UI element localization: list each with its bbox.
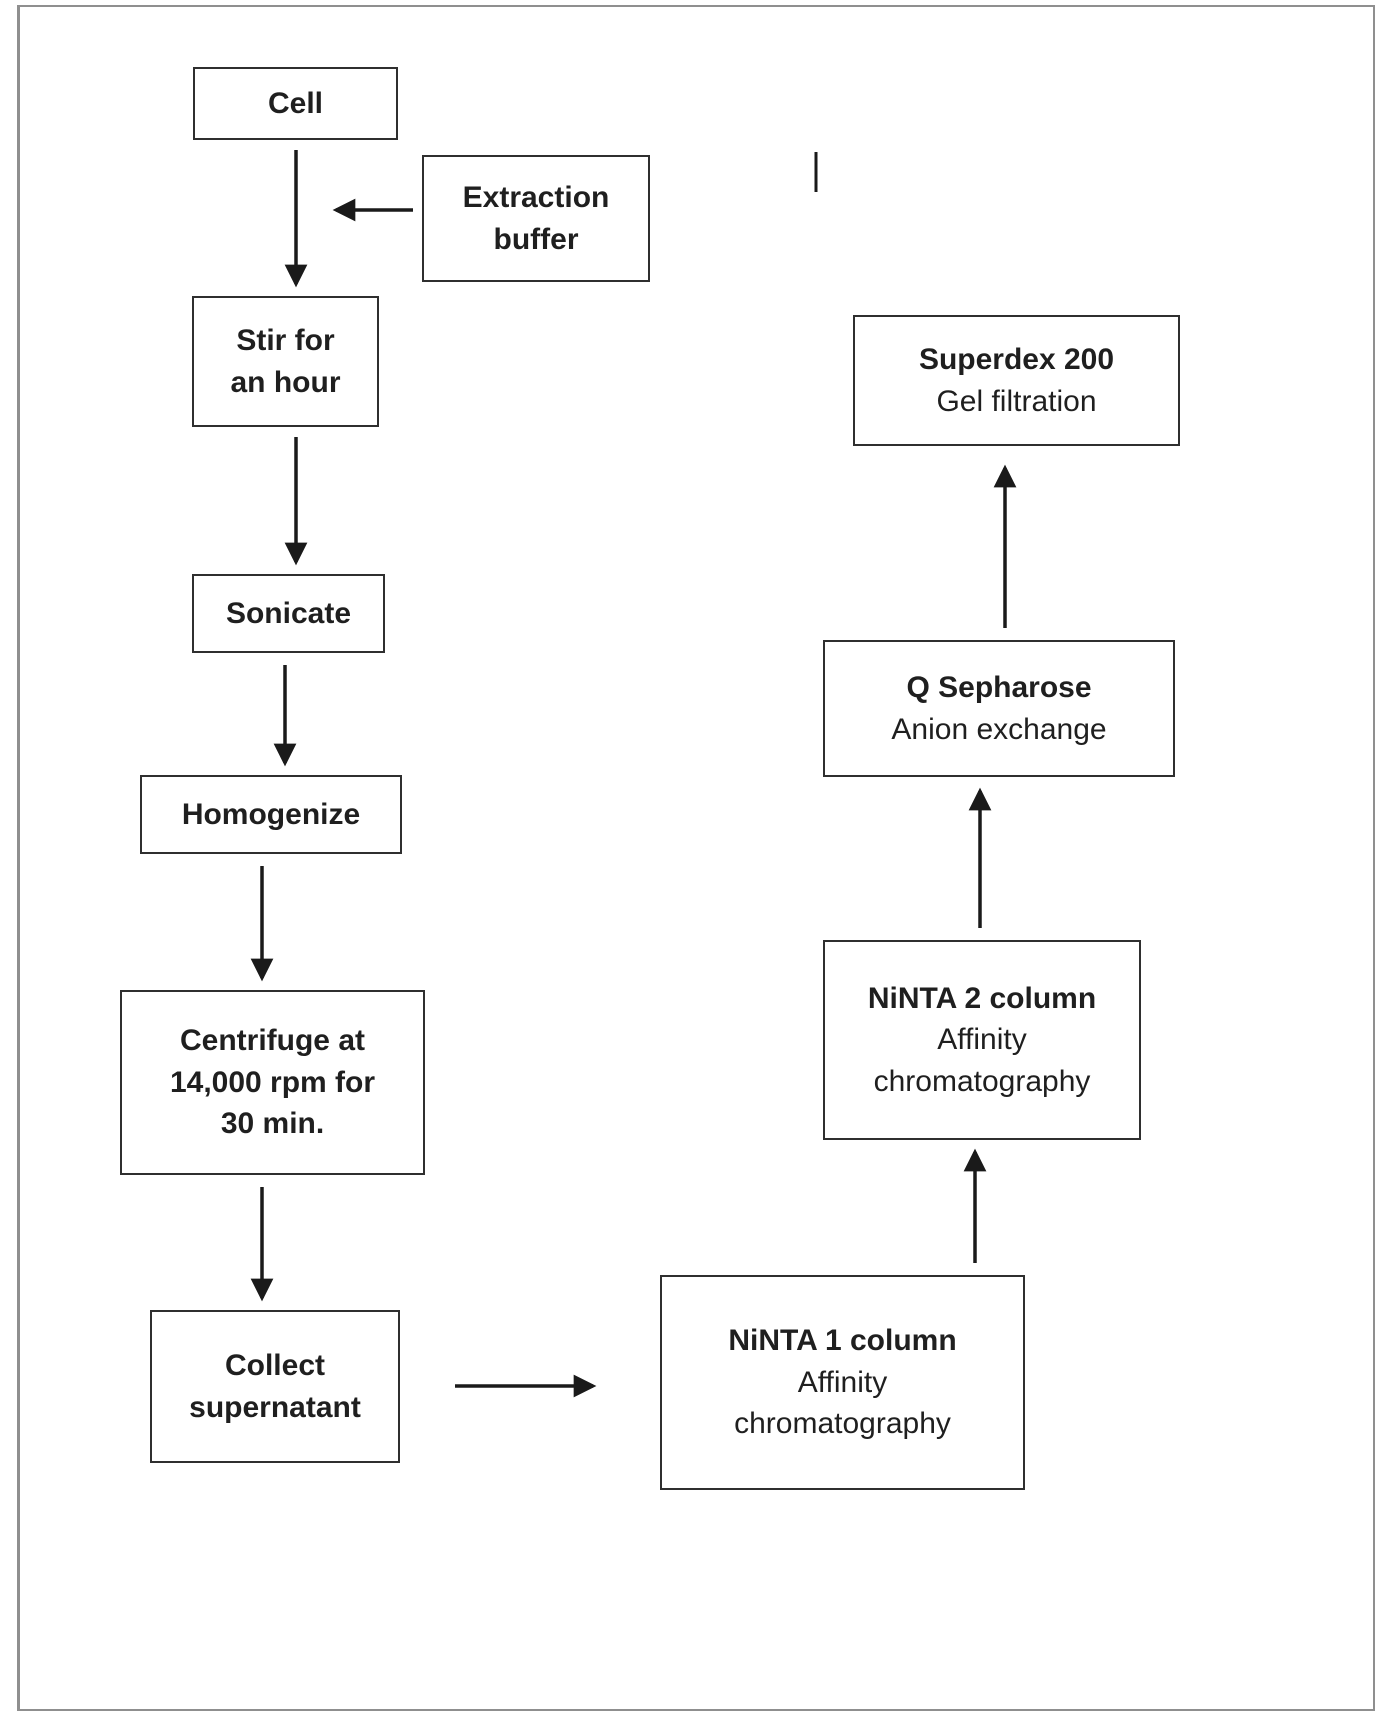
node-collect-line2: supernatant [189, 1390, 361, 1424]
node-superdex-line2: Gel filtration [936, 384, 1097, 418]
node-centrifuge [120, 990, 425, 1175]
node-extraction-buffer-line2: buffer [493, 222, 579, 256]
node-cell-label: Cell [267, 86, 324, 120]
node-q-sepharose-title: Q Sepharose [906, 671, 1092, 705]
node-superdex-title: Superdex 200 [918, 343, 1115, 377]
node-collect-supernatant [150, 1310, 400, 1463]
node-centrifuge-line1: Centrifuge at [179, 1024, 365, 1058]
node-cell [193, 67, 398, 140]
node-sonicate [192, 574, 385, 653]
node-ninta2 [823, 940, 1141, 1140]
node-ninta1-title: NiNTA 1 column [728, 1324, 957, 1358]
node-ninta1-line2: Affinity [797, 1365, 888, 1399]
node-ninta2-line2: Affinity [937, 1023, 1027, 1057]
node-q-sepharose [823, 640, 1175, 777]
node-stir [192, 296, 379, 427]
node-centrifuge-line2: 14,000 rpm for [169, 1065, 376, 1099]
node-ninta1-line3: chromatography [734, 1407, 951, 1441]
node-centrifuge-line3: 30 min. [220, 1107, 325, 1141]
node-extraction-buffer-line1: Extraction [462, 181, 610, 215]
node-homogenize-label: Homogenize [181, 797, 361, 831]
node-q-sepharose-line2: Anion exchange [891, 712, 1107, 746]
node-superdex [853, 315, 1180, 446]
node-sonicate-label: Sonicate [225, 596, 352, 630]
node-stir-line2: an hour [230, 365, 341, 399]
node-ninta2-title: NiNTA 2 column [867, 981, 1097, 1015]
node-homogenize [140, 775, 402, 854]
node-extraction-buffer [422, 155, 650, 282]
node-ninta2-line3: chromatography [873, 1064, 1091, 1098]
node-stir-line1: Stir for [236, 324, 335, 358]
node-collect-line1: Collect [224, 1349, 326, 1383]
node-ninta1 [660, 1275, 1025, 1490]
